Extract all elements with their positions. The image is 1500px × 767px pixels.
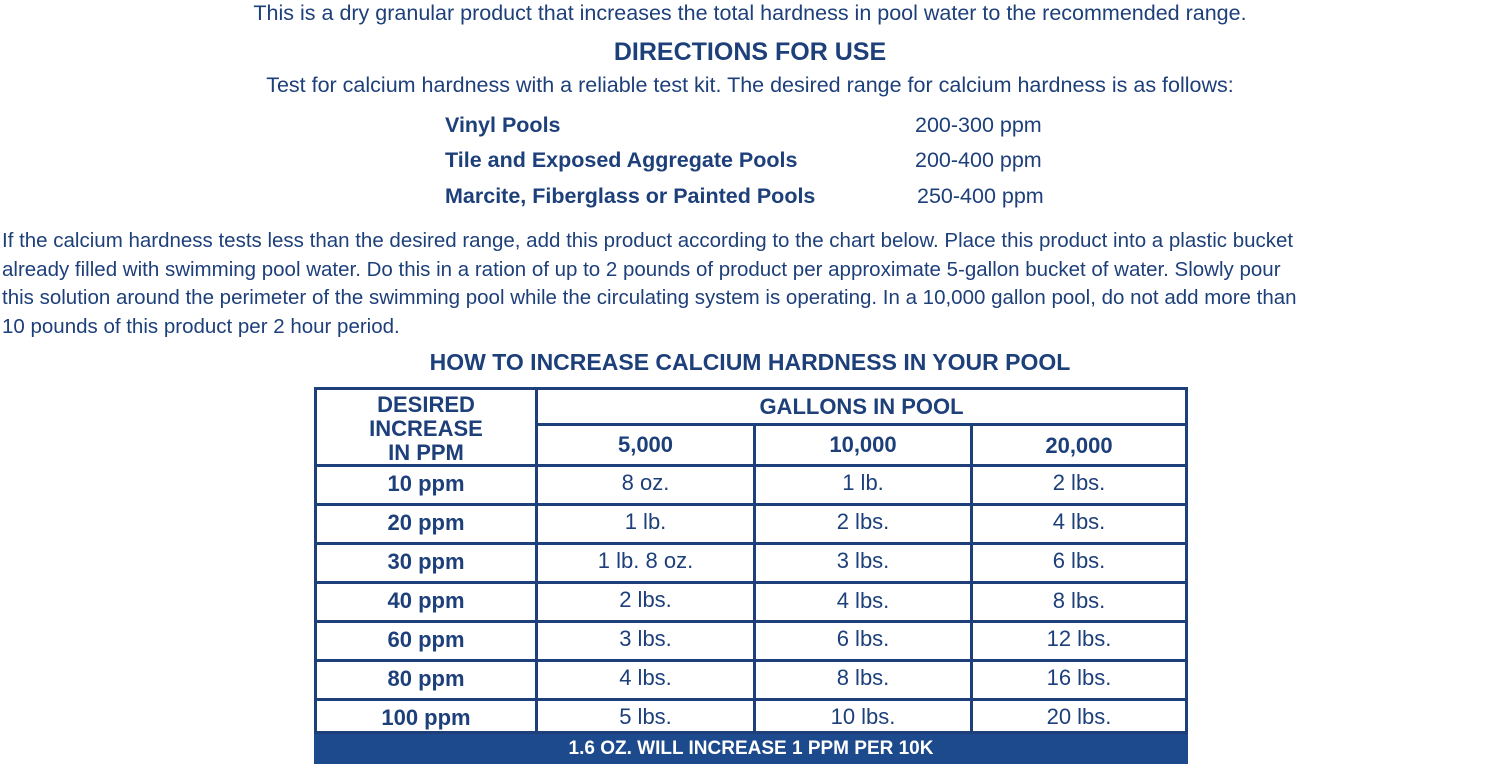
table-cell: 1 lb. 8 oz.: [597, 548, 694, 573]
table-divider: [317, 698, 1185, 701]
table-cell: 4 lbs.: [1052, 509, 1106, 534]
instructions-line: 10 pounds of this product per 2 hour period.: [2, 314, 400, 338]
desired-range-text: Test for calcium hardness with a reliable test kit. The desired range for calcium hardness is as follows:: [266, 73, 1234, 97]
table-row-ppm: 60 ppm: [387, 627, 465, 652]
table-divider: [317, 659, 1185, 662]
table-cell: 4 lbs.: [836, 588, 890, 613]
table-cell: 8 lbs.: [836, 665, 890, 690]
row-header-line: INCREASE: [369, 416, 483, 441]
table-cell: 2 lbs.: [1052, 470, 1106, 495]
table-cell: 4 lbs.: [619, 665, 672, 690]
instructions-line: already filled with swimming pool water. Do this in a ration of up to 2 pounds of product per approximate 5-gallon bucket of water. Slowly pour: [2, 257, 1281, 281]
table-cell: 5 lbs.: [619, 704, 672, 729]
instructions-paragraph: [2, 227, 1500, 341]
range-value-marcite: 250-400 ppm: [917, 184, 1044, 208]
table-cell: 6 lbs.: [836, 626, 890, 651]
range-name-vinyl: Vinyl Pools: [445, 113, 561, 137]
table-footer-note: 1.6 OZ. WILL INCREASE 1 PPM PER 10K: [314, 734, 1188, 764]
table-row-ppm: 100 ppm: [381, 705, 471, 730]
row-header-line: IN PPM: [388, 440, 464, 465]
table-cell: 3 lbs.: [836, 548, 890, 573]
table-cell: 1 lb.: [624, 509, 667, 534]
table-row-ppm: 10 ppm: [387, 471, 465, 496]
table-row-ppm: 30 ppm: [387, 549, 465, 574]
column-header: 5,000: [617, 432, 674, 457]
table-row-ppm: 20 ppm: [387, 510, 465, 535]
table-divider: [317, 581, 1185, 584]
table-cell: 12 lbs.: [1046, 626, 1112, 651]
table-cell: 8 lbs.: [1052, 588, 1106, 613]
instructions-line: this solution around the perimeter of the swimming pool while the circulating system is operating. In a 10,000 gallon pool, do not add more than: [2, 286, 1297, 309]
column-header: 10,000: [829, 432, 897, 457]
range-value-tile: 200-400 ppm: [915, 148, 1042, 172]
table-cell: 16 lbs.: [1046, 665, 1112, 690]
column-header: 20,000: [1045, 433, 1113, 458]
table-cell: 6 lbs.: [1052, 548, 1106, 573]
table-cell: 3 lbs.: [619, 626, 672, 651]
table-cell: 2 lbs.: [619, 587, 672, 612]
dosage-table: [314, 387, 1188, 734]
table-cell: 2 lbs.: [836, 509, 890, 534]
chart-title: HOW TO INCREASE CALCIUM HARDNESS IN YOUR POOL: [429, 349, 1071, 375]
directions-heading: DIRECTIONS FOR USE: [613, 38, 887, 66]
intro-text: This is a dry granular product that increases the total hardness in pool water to the recommended range.: [253, 1, 1247, 25]
table-cell: 10 lbs.: [830, 704, 896, 729]
table-cell: 20 lbs.: [1046, 704, 1112, 729]
range-name-tile: Tile and Exposed Aggregate Pools: [445, 148, 798, 172]
table-divider: [317, 620, 1185, 623]
table-row-ppm: 80 ppm: [387, 666, 465, 691]
table-row-ppm: 40 ppm: [387, 588, 465, 613]
row-header-line: DESIRED: [377, 392, 475, 417]
range-value-vinyl: 200-300 ppm: [915, 113, 1042, 137]
table-divider: [317, 503, 1185, 506]
instructions-line: If the calcium hardness tests less than the desired range, add this product according to the chart below. Place this product into a plastic bucket: [2, 229, 1294, 252]
range-name-marcite: Marcite, Fiberglass or Painted Pools: [445, 184, 816, 208]
table-cell: 1 lb.: [842, 470, 884, 495]
group-header: GALLONS IN POOL: [759, 394, 964, 419]
table-divider: [535, 423, 1185, 426]
table-cell: 8 oz.: [621, 470, 670, 495]
table-divider: [317, 542, 1185, 545]
